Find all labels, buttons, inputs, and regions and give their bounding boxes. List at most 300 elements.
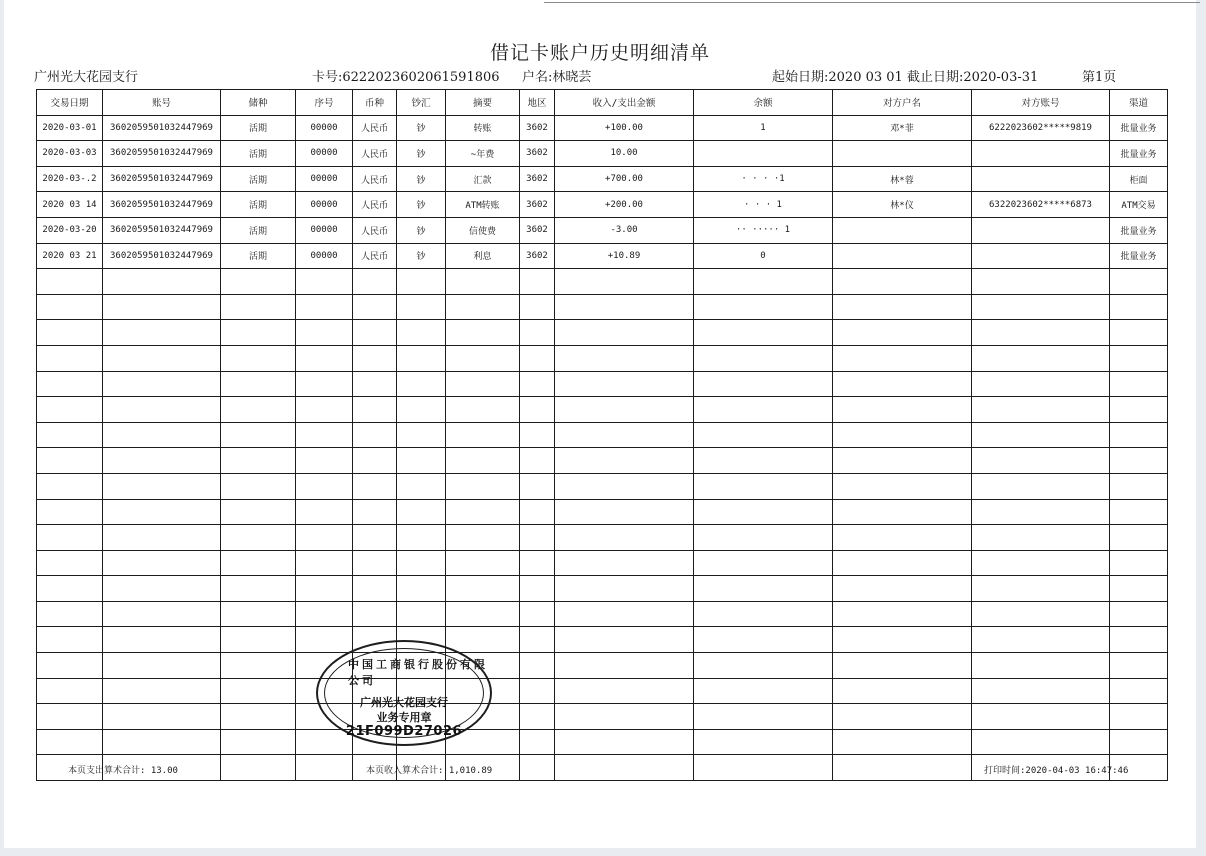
table-cell — [1110, 499, 1168, 525]
table-cell: 活期 — [221, 243, 296, 269]
table-cell — [555, 729, 694, 755]
table-cell — [520, 550, 555, 576]
table-cell — [353, 448, 397, 474]
table-cell — [694, 550, 833, 576]
table-cell — [520, 294, 555, 320]
table-cell — [555, 345, 694, 371]
table-cell — [446, 269, 520, 295]
table-cell: 3602059501032447969 — [103, 141, 221, 167]
table-cell — [397, 397, 446, 423]
table-cell — [353, 550, 397, 576]
table-cell — [972, 141, 1110, 167]
table-cell — [520, 755, 555, 781]
col-header-amount: 收入/支出金额 — [555, 90, 694, 116]
table-cell: 2020-03-20 — [37, 217, 103, 243]
table-cell: 10.00 — [555, 141, 694, 167]
transaction-table — [36, 89, 1168, 781]
table-cell: 林*蓉 — [833, 166, 972, 192]
branch-name: 广州光大花园支行 — [34, 70, 139, 85]
table-cell — [520, 576, 555, 602]
table-cell — [972, 397, 1110, 423]
table-cell — [555, 755, 694, 781]
table-cell — [296, 627, 353, 653]
table-row — [37, 166, 1168, 192]
table-cell — [397, 371, 446, 397]
table-row-empty — [37, 371, 1168, 397]
table-cell — [972, 448, 1110, 474]
table-cell — [520, 422, 555, 448]
table-cell — [221, 525, 296, 551]
table-cell — [221, 294, 296, 320]
table-cell — [37, 422, 103, 448]
table-cell — [520, 473, 555, 499]
table-cell — [221, 704, 296, 730]
table-cell — [37, 678, 103, 704]
table-cell — [694, 397, 833, 423]
col-header-balance: 余额 — [694, 90, 833, 116]
table-row — [37, 217, 1168, 243]
col-header-channel: 渠道 — [1110, 90, 1168, 116]
table-cell — [694, 294, 833, 320]
col-header-account: 账号 — [103, 90, 221, 116]
table-cell — [446, 499, 520, 525]
table-cell — [520, 269, 555, 295]
table-cell — [296, 422, 353, 448]
table-cell — [972, 217, 1110, 243]
table-cell — [555, 448, 694, 474]
table-cell: 00000 — [296, 243, 353, 269]
table-cell — [221, 473, 296, 499]
table-cell — [694, 653, 833, 679]
table-cell — [833, 499, 972, 525]
table-cell — [397, 448, 446, 474]
table-cell — [694, 473, 833, 499]
table-cell — [972, 627, 1110, 653]
table-cell — [555, 525, 694, 551]
table-cell — [103, 269, 221, 295]
table-cell — [296, 473, 353, 499]
table-cell: +10.89 — [555, 243, 694, 269]
table-cell — [446, 320, 520, 346]
col-header-counterparty-account: 对方账号 — [972, 90, 1110, 116]
table-cell: 批量业务 — [1110, 115, 1168, 141]
table-cell: 柜面 — [1110, 166, 1168, 192]
table-cell — [833, 371, 972, 397]
table-cell: 3602059501032447969 — [103, 243, 221, 269]
table-cell: 人民币 — [353, 115, 397, 141]
table-cell — [221, 345, 296, 371]
table-cell — [520, 704, 555, 730]
table-cell — [972, 320, 1110, 346]
table-cell — [972, 422, 1110, 448]
table-cell — [694, 601, 833, 627]
table-cell — [397, 422, 446, 448]
table-cell — [555, 397, 694, 423]
page-income-total: 本页收入算术合计: 1,010.89 — [366, 766, 493, 776]
table-cell: ATM交易 — [1110, 192, 1168, 218]
table-cell: 批量业务 — [1110, 217, 1168, 243]
table-cell — [694, 627, 833, 653]
table-cell — [103, 320, 221, 346]
table-cell: 3602 — [520, 141, 555, 167]
table-cell — [103, 397, 221, 423]
table-cell — [1110, 729, 1168, 755]
table-cell — [103, 473, 221, 499]
table-cell — [555, 473, 694, 499]
table-cell — [972, 704, 1110, 730]
card-number: 卡号:6222023602061591806 — [312, 70, 500, 85]
table-cell — [103, 422, 221, 448]
table-cell — [37, 627, 103, 653]
table-row-empty — [37, 499, 1168, 525]
table-cell: 1 — [694, 115, 833, 141]
table-cell — [296, 499, 353, 525]
table-cell — [555, 576, 694, 602]
table-cell — [972, 294, 1110, 320]
table-cell — [694, 371, 833, 397]
table-row-empty — [37, 320, 1168, 346]
table-cell — [833, 345, 972, 371]
table-cell — [397, 473, 446, 499]
table-cell — [353, 371, 397, 397]
table-cell: 钞 — [397, 243, 446, 269]
table-cell — [397, 525, 446, 551]
table-row-empty — [37, 269, 1168, 295]
table-cell — [833, 576, 972, 602]
table-cell — [103, 525, 221, 551]
table-cell: 转账 — [446, 115, 520, 141]
table-cell — [221, 320, 296, 346]
table-cell — [555, 704, 694, 730]
table-cell: 活期 — [221, 166, 296, 192]
table-cell — [446, 473, 520, 499]
table-cell — [296, 448, 353, 474]
table-cell — [520, 448, 555, 474]
table-cell — [972, 729, 1110, 755]
table-cell — [833, 627, 972, 653]
table-cell: +200.00 — [555, 192, 694, 218]
table-cell — [446, 525, 520, 551]
table-cell — [694, 448, 833, 474]
table-body — [37, 115, 1168, 780]
table-cell: 2020-03-.2 — [37, 166, 103, 192]
table-cell: 2020-03-01 — [37, 115, 103, 141]
page-expense-total: 本页支出算术合计: 13.00 — [68, 766, 178, 776]
table-cell — [972, 345, 1110, 371]
table-cell — [1110, 601, 1168, 627]
table-cell — [37, 397, 103, 423]
table-cell — [833, 550, 972, 576]
table-cell — [103, 294, 221, 320]
table-row-empty — [37, 473, 1168, 499]
table-cell — [446, 371, 520, 397]
table-cell — [37, 473, 103, 499]
table-cell: 批量业务 — [1110, 141, 1168, 167]
table-cell — [555, 627, 694, 653]
seal-arc-text: 中国工商银行股份有限公司 — [348, 658, 488, 687]
table-cell — [353, 294, 397, 320]
table-cell — [520, 499, 555, 525]
table-cell: 活期 — [221, 192, 296, 218]
table-cell — [833, 473, 972, 499]
table-cell: 3602 — [520, 166, 555, 192]
table-cell: 人民币 — [353, 141, 397, 167]
bank-seal-stamp — [316, 640, 492, 746]
table-row-empty — [37, 678, 1168, 704]
table-cell — [446, 294, 520, 320]
table-cell — [221, 269, 296, 295]
table-row-empty — [37, 525, 1168, 551]
table-cell — [397, 576, 446, 602]
table-cell — [972, 243, 1110, 269]
table-cell — [37, 269, 103, 295]
table-cell: 00000 — [296, 115, 353, 141]
table-cell — [520, 320, 555, 346]
table-cell — [103, 704, 221, 730]
table-row-empty — [37, 729, 1168, 755]
statement-title: 借记卡账户历史明细清单 — [489, 42, 710, 64]
table-header-row — [37, 90, 1168, 116]
seal-usage-line: 业务专用章 — [376, 711, 432, 724]
table-cell — [221, 397, 296, 423]
table-cell — [833, 320, 972, 346]
table-cell — [694, 704, 833, 730]
table-cell — [694, 729, 833, 755]
table-cell — [397, 499, 446, 525]
table-cell: 信使费 — [446, 217, 520, 243]
col-header-counterparty-name: 对方户名 — [833, 90, 972, 116]
table-cell — [555, 601, 694, 627]
table-cell: 2020 03 14 — [37, 192, 103, 218]
table-cell — [103, 550, 221, 576]
table-cell — [694, 576, 833, 602]
table-cell: 钞 — [397, 166, 446, 192]
table-cell — [555, 269, 694, 295]
table-cell — [37, 653, 103, 679]
table-row-empty — [37, 294, 1168, 320]
table-cell — [555, 294, 694, 320]
table-row — [37, 115, 1168, 141]
col-header-currency: 币种 — [353, 90, 397, 116]
table-cell — [397, 269, 446, 295]
table-cell — [353, 397, 397, 423]
table-cell: 0 — [694, 243, 833, 269]
table-cell — [1110, 627, 1168, 653]
table-cell — [221, 448, 296, 474]
table-cell: 人民币 — [353, 166, 397, 192]
col-header-deposit-type: 储种 — [221, 90, 296, 116]
table-cell: 3602059501032447969 — [103, 192, 221, 218]
table-cell — [296, 371, 353, 397]
table-cell — [972, 678, 1110, 704]
table-cell — [353, 320, 397, 346]
table-cell — [694, 499, 833, 525]
table-row-empty — [37, 704, 1168, 730]
table-cell — [1110, 448, 1168, 474]
table-cell — [555, 371, 694, 397]
table-row-empty — [37, 653, 1168, 679]
table-cell — [103, 729, 221, 755]
table-cell — [296, 576, 353, 602]
table-cell — [694, 678, 833, 704]
table-cell — [833, 397, 972, 423]
table-cell — [1110, 345, 1168, 371]
table-cell: 00000 — [296, 192, 353, 218]
table-cell — [1110, 320, 1168, 346]
table-cell — [221, 627, 296, 653]
table-cell — [37, 345, 103, 371]
table-cell — [833, 294, 972, 320]
date-range: 起始日期:2020 03 01 截止日期:2020-03-31 — [772, 70, 1039, 85]
table-cell: 钞 — [397, 192, 446, 218]
table-cell — [446, 550, 520, 576]
table-cell — [833, 729, 972, 755]
table-cell — [353, 601, 397, 627]
table-cell — [397, 345, 446, 371]
table-cell — [296, 397, 353, 423]
table-row-empty — [37, 627, 1168, 653]
table-cell: 邓*菲 — [833, 115, 972, 141]
table-cell — [221, 576, 296, 602]
table-cell — [520, 345, 555, 371]
table-cell — [1110, 550, 1168, 576]
table-cell: · · · 1 — [694, 192, 833, 218]
table-cell — [296, 320, 353, 346]
table-cell — [37, 729, 103, 755]
table-cell — [972, 166, 1110, 192]
table-cell: 2020-03-03 — [37, 141, 103, 167]
table-cell — [37, 550, 103, 576]
table-cell — [1110, 371, 1168, 397]
table-cell — [397, 550, 446, 576]
table-cell — [555, 422, 694, 448]
table-cell — [833, 243, 972, 269]
table-cell — [1110, 576, 1168, 602]
table-cell — [37, 320, 103, 346]
table-cell — [694, 345, 833, 371]
table-cell — [221, 601, 296, 627]
table-cell — [520, 678, 555, 704]
table-cell — [37, 525, 103, 551]
table-cell: 6322023602*****6873 — [972, 192, 1110, 218]
table-cell: 钞 — [397, 115, 446, 141]
col-header-summary: 摘要 — [446, 90, 520, 116]
table-row — [37, 243, 1168, 269]
table-cell: ATM转账 — [446, 192, 520, 218]
table-cell — [221, 755, 296, 781]
table-cell: -3.00 — [555, 217, 694, 243]
table-cell — [833, 653, 972, 679]
table-cell — [353, 525, 397, 551]
table-cell: 活期 — [221, 217, 296, 243]
table-cell: 钞 — [397, 217, 446, 243]
table-cell — [103, 499, 221, 525]
table-cell — [1110, 473, 1168, 499]
table-cell — [353, 473, 397, 499]
table-cell — [446, 448, 520, 474]
table-cell: +700.00 — [555, 166, 694, 192]
table-cell — [103, 653, 221, 679]
table-cell — [833, 448, 972, 474]
table-cell — [833, 525, 972, 551]
table-cell — [1110, 294, 1168, 320]
table-cell: +100.00 — [555, 115, 694, 141]
table-cell — [296, 550, 353, 576]
table-cell — [296, 525, 353, 551]
table-cell — [833, 678, 972, 704]
table-cell — [520, 653, 555, 679]
table-cell: 活期 — [221, 141, 296, 167]
table-cell: 00000 — [296, 166, 353, 192]
table-cell — [103, 627, 221, 653]
table-cell — [221, 422, 296, 448]
table-row-empty — [37, 422, 1168, 448]
table-cell — [296, 755, 353, 781]
table-cell: 活期 — [221, 115, 296, 141]
table-cell — [37, 704, 103, 730]
table-cell — [446, 576, 520, 602]
table-cell — [972, 371, 1110, 397]
table-cell — [37, 499, 103, 525]
table-cell — [397, 294, 446, 320]
table-cell: 3602 — [520, 115, 555, 141]
table-row-empty — [37, 345, 1168, 371]
table-row — [37, 141, 1168, 167]
col-header-region: 地区 — [520, 90, 555, 116]
table-cell — [1110, 704, 1168, 730]
table-cell — [694, 320, 833, 346]
table-cell — [1110, 422, 1168, 448]
table-cell — [296, 269, 353, 295]
table-cell — [833, 422, 972, 448]
table-cell — [37, 576, 103, 602]
table-cell — [520, 601, 555, 627]
table-cell — [833, 601, 972, 627]
table-cell: 3602059501032447969 — [103, 217, 221, 243]
table-cell: · · · ·1 — [694, 166, 833, 192]
table-cell: 林*仪 — [833, 192, 972, 218]
seal-branch-line: 广州光大花园支行 — [360, 696, 448, 709]
table-cell — [833, 755, 972, 781]
col-header-date: 交易日期 — [37, 90, 103, 116]
table-cell — [221, 550, 296, 576]
table-cell — [103, 371, 221, 397]
table-cell — [555, 550, 694, 576]
table-cell — [296, 294, 353, 320]
table-cell — [1110, 525, 1168, 551]
table-cell — [833, 269, 972, 295]
col-header-seq: 序号 — [296, 90, 353, 116]
table-cell — [221, 653, 296, 679]
table-cell — [520, 525, 555, 551]
table-cell — [103, 601, 221, 627]
table-cell — [221, 371, 296, 397]
table-cell — [972, 269, 1110, 295]
table-cell — [446, 601, 520, 627]
table-cell — [446, 397, 520, 423]
table-cell — [972, 525, 1110, 551]
scan-edge-line — [544, 2, 1200, 3]
table-cell: 人民币 — [353, 243, 397, 269]
table-cell: 钞 — [397, 141, 446, 167]
table-cell — [1110, 269, 1168, 295]
table-row — [37, 192, 1168, 218]
table-cell: 3602 — [520, 192, 555, 218]
table-cell — [37, 371, 103, 397]
table-cell — [353, 576, 397, 602]
table-cell — [446, 422, 520, 448]
table-cell — [103, 345, 221, 371]
